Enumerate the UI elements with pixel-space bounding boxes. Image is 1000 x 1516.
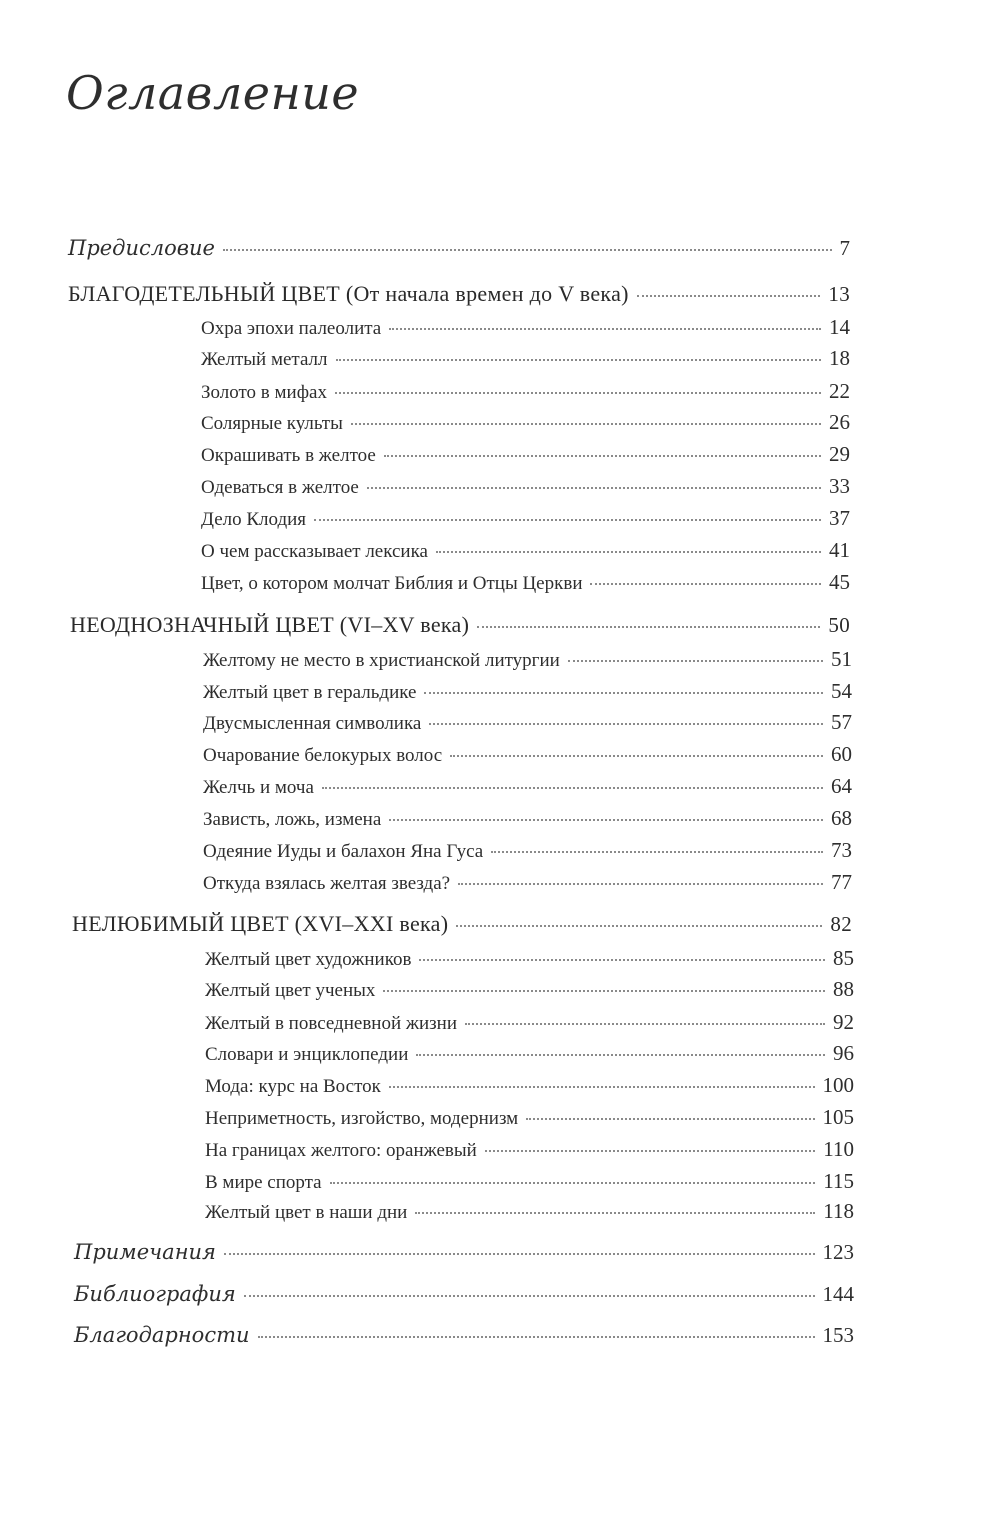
toc-page-number: 82 xyxy=(830,912,852,936)
dot-leader xyxy=(389,819,823,821)
toc-chapter-title: Одеваться в желтое xyxy=(201,477,359,498)
toc-page-number: 68 xyxy=(831,806,852,830)
toc-chapter-title: Охра эпохи палеолита xyxy=(201,318,382,339)
toc-chapter-title: Откуда взялась желтая звезда? xyxy=(203,873,451,894)
dot-leader xyxy=(429,723,823,725)
toc-chapter-entry[interactable] xyxy=(201,315,850,340)
dot-leader xyxy=(590,583,821,585)
dot-leader xyxy=(223,249,832,251)
toc-chapter-entry[interactable] xyxy=(203,870,852,895)
toc-chapter-title: Дело Клодия xyxy=(201,509,307,530)
toc-page-number: 41 xyxy=(829,538,850,562)
toc-chapter-title: Цвет, о котором молчат Библия и Отцы Церкви xyxy=(201,573,583,594)
dot-leader xyxy=(330,1182,816,1184)
toc-chapter-entry[interactable] xyxy=(201,506,850,531)
toc-chapter-title: Желтый цвет в наши дни xyxy=(205,1202,408,1223)
dot-leader xyxy=(450,755,823,757)
toc-chapter-entry[interactable] xyxy=(201,346,850,371)
toc-part-heading[interactable] xyxy=(68,281,850,307)
toc-page-number: 64 xyxy=(831,774,852,798)
toc-part-heading[interactable] xyxy=(70,612,850,638)
dot-leader xyxy=(477,626,820,628)
toc-page-number: 110 xyxy=(823,1137,854,1161)
toc-chapter-title: Зависть, ложь, измена xyxy=(203,809,382,830)
toc-chapter-entry[interactable] xyxy=(203,742,852,767)
toc-part-title: НЕОДНОЗНАЧНЫЙ ЦВЕТ (VI–XV века) xyxy=(70,612,470,637)
toc-chapter-entry[interactable] xyxy=(203,710,852,735)
toc-page-number: 26 xyxy=(829,410,850,434)
toc-chapter-title: Желчь и моча xyxy=(203,777,314,798)
toc-chapter-entry[interactable] xyxy=(205,1041,854,1066)
toc-entry-notes[interactable] xyxy=(74,1240,854,1265)
toc-chapter-entry[interactable] xyxy=(201,442,850,467)
dot-leader xyxy=(568,660,823,662)
toc-chapter-entry[interactable] xyxy=(205,946,854,971)
toc-page-number: 85 xyxy=(833,946,854,970)
toc-page-number: 77 xyxy=(831,870,852,894)
toc-page-number: 33 xyxy=(829,474,850,498)
toc-page-number: 45 xyxy=(829,570,850,594)
dot-leader xyxy=(389,1086,815,1088)
toc-page-number: 96 xyxy=(833,1041,854,1065)
dot-leader xyxy=(485,1150,815,1152)
dot-leader xyxy=(389,328,821,330)
dot-leader xyxy=(384,455,821,457)
dot-leader xyxy=(456,925,822,927)
toc-part-title: НЕЛЮБИМЫЙ ЦВЕТ (XVI–XXI века) xyxy=(72,911,449,936)
toc-chapter-entry[interactable] xyxy=(203,806,852,831)
toc-part-title: БЛАГОДЕТЕЛЬНЫЙ ЦВЕТ (От начала времен до V века) xyxy=(68,281,629,306)
toc-page-number: 100 xyxy=(822,1073,854,1097)
toc-part-heading[interactable] xyxy=(72,911,852,937)
toc-chapter-title: Двусмысленная символика xyxy=(203,713,422,734)
toc-chapter-entry[interactable] xyxy=(201,474,850,499)
toc-page-number: 115 xyxy=(823,1169,854,1193)
toc-chapter-title: Одеяние Иуды и балахон Яна Гуса xyxy=(203,841,484,862)
dot-leader xyxy=(491,851,823,853)
dot-leader xyxy=(336,359,821,361)
toc-page-number: 7 xyxy=(839,236,850,260)
toc-page-number: 57 xyxy=(831,710,852,734)
dot-leader xyxy=(526,1118,814,1120)
toc-chapter-entry[interactable] xyxy=(203,679,852,704)
dot-leader xyxy=(383,990,825,992)
toc-page-number: 105 xyxy=(822,1105,854,1129)
toc-chapter-title: Золото в мифах xyxy=(201,382,327,403)
toc-entry-acknowledgments[interactable] xyxy=(74,1323,854,1348)
toc-page-number: 153 xyxy=(822,1323,854,1347)
dot-leader xyxy=(419,959,825,961)
toc-chapter-title: Желтый цвет в геральдике xyxy=(203,682,417,703)
toc-page-number: 54 xyxy=(831,679,852,703)
toc-page-number: 123 xyxy=(822,1240,854,1264)
toc-page-number: 144 xyxy=(822,1282,854,1306)
toc-chapter-entry[interactable] xyxy=(201,410,850,435)
toc-entry-title: Библиография xyxy=(74,1282,236,1306)
toc-page-number: 37 xyxy=(829,506,850,530)
toc-chapter-entry[interactable] xyxy=(205,1199,854,1224)
page-title: Оглавление xyxy=(66,66,360,120)
toc-chapter-entry[interactable] xyxy=(205,1010,854,1035)
toc-page-number: 22 xyxy=(829,379,850,403)
toc-chapter-entry[interactable] xyxy=(203,647,852,672)
dot-leader xyxy=(458,883,823,885)
toc-chapter-title: Желтый цвет художников xyxy=(205,949,412,970)
toc-chapter-title: Словари и энциклопедии xyxy=(205,1044,409,1065)
dot-leader xyxy=(335,392,821,394)
dot-leader xyxy=(351,423,821,425)
toc-chapter-title: Желтый цвет ученых xyxy=(205,980,376,1001)
toc-page-number: 18 xyxy=(829,346,850,370)
dot-leader xyxy=(424,692,823,694)
dot-leader xyxy=(314,519,821,521)
toc-entry-title: Предисловие xyxy=(68,236,215,260)
dot-leader xyxy=(436,551,821,553)
dot-leader xyxy=(415,1212,815,1214)
toc-chapter-entry[interactable] xyxy=(205,1073,854,1098)
toc-page-number: 92 xyxy=(833,1010,854,1034)
toc-chapter-title: На границах желтого: оранжевый xyxy=(205,1140,477,1161)
toc-chapter-title: О чем рассказывает лексика xyxy=(201,541,428,562)
toc-chapter-title: Неприметность, изгойство, модернизм xyxy=(205,1108,519,1129)
toc-chapter-entry[interactable] xyxy=(205,1169,854,1194)
toc-chapter-title: Окрашивать в желтое xyxy=(201,445,376,466)
toc-chapter-entry[interactable] xyxy=(205,1105,854,1130)
toc-entry-title: Благодарности xyxy=(74,1323,250,1347)
toc-page-number: 51 xyxy=(831,647,852,671)
toc-page-number: 88 xyxy=(833,977,854,1001)
toc-chapter-entry[interactable] xyxy=(203,774,852,799)
toc-page-number: 13 xyxy=(828,282,850,306)
dot-leader xyxy=(258,1336,815,1338)
toc-chapter-entry[interactable] xyxy=(203,838,852,863)
toc-entry-preface[interactable] xyxy=(68,236,850,261)
toc-page-number: 29 xyxy=(829,442,850,466)
toc-chapter-title: Мода: курс на Восток xyxy=(205,1076,381,1097)
toc-page-number: 14 xyxy=(829,315,850,339)
dot-leader xyxy=(322,787,823,789)
toc-chapter-entry[interactable] xyxy=(205,977,854,1002)
toc-chapter-title: Солярные культы xyxy=(201,413,343,434)
toc-chapter-title: Желтому не место в христианской литургии xyxy=(203,650,560,671)
toc-chapter-entry[interactable] xyxy=(201,570,850,595)
toc-chapter-title: Желтый металл xyxy=(201,349,328,370)
toc-page-number: 118 xyxy=(823,1199,854,1223)
toc-page-number: 50 xyxy=(828,613,850,637)
toc-chapter-title: Желтый в повседневной жизни xyxy=(205,1013,458,1034)
dot-leader xyxy=(416,1054,825,1056)
dot-leader xyxy=(367,487,821,489)
toc-page-number: 60 xyxy=(831,742,852,766)
toc-chapter-entry[interactable] xyxy=(205,1137,854,1162)
toc-chapter-title: В мире спорта xyxy=(205,1172,322,1193)
toc-chapter-entry[interactable] xyxy=(201,379,850,404)
dot-leader xyxy=(224,1253,815,1255)
dot-leader xyxy=(244,1295,815,1297)
toc-entry-bibliography[interactable] xyxy=(74,1282,854,1307)
toc-entry-title: Примечания xyxy=(74,1240,216,1264)
toc-chapter-entry[interactable] xyxy=(201,538,850,563)
toc-chapter-title: Очарование белокурых волос xyxy=(203,745,443,766)
dot-leader xyxy=(465,1023,825,1025)
dot-leader xyxy=(637,295,821,297)
toc-page-number: 73 xyxy=(831,838,852,862)
